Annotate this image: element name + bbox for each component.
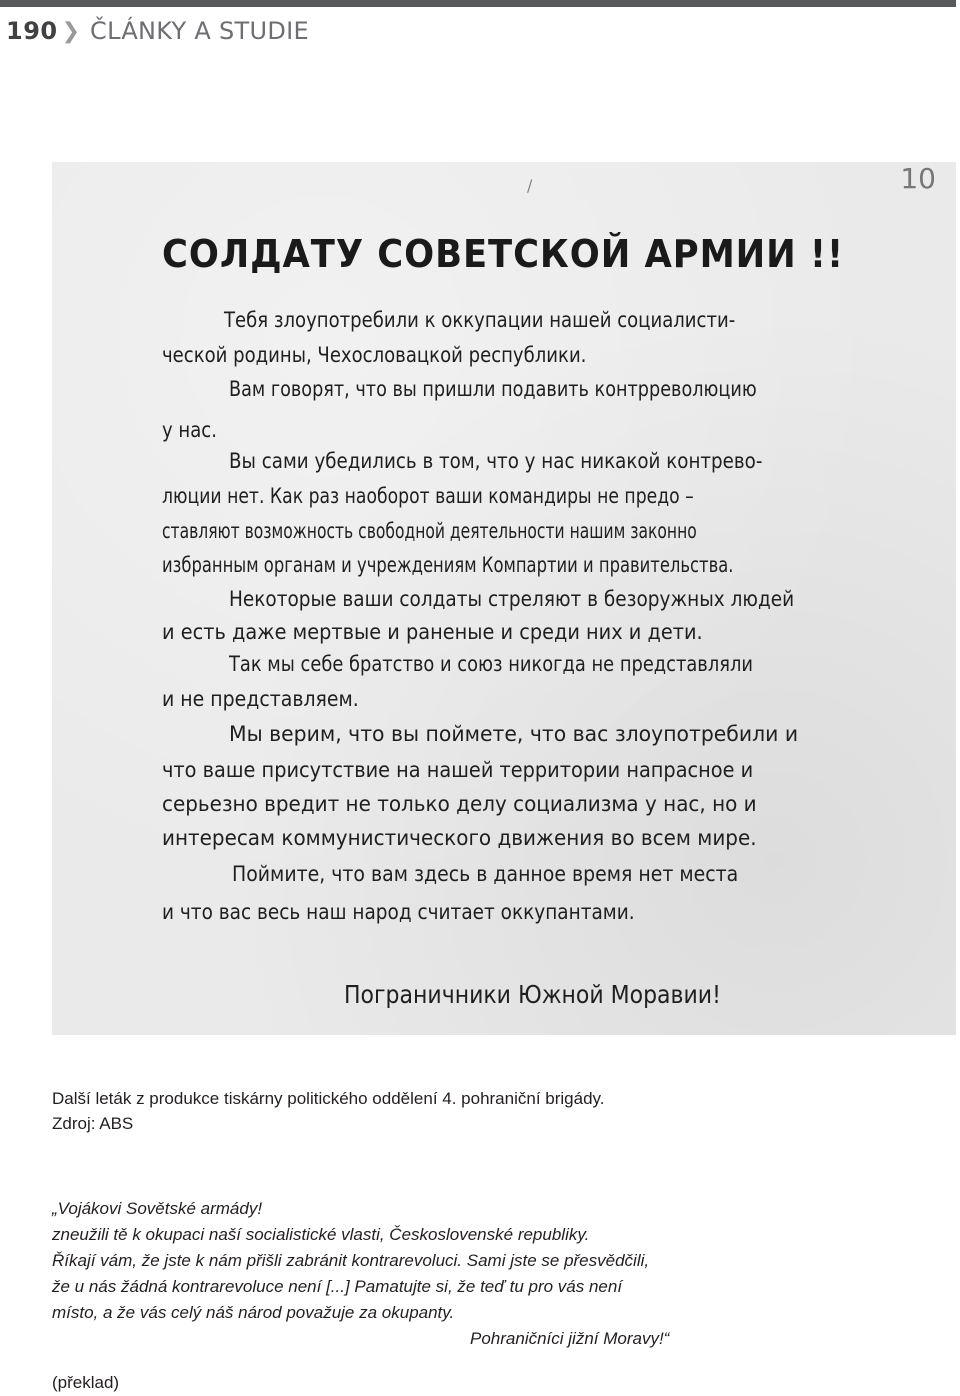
translation-line: že u nás žádná kontrarevoluce není [...] Pamatujte si, že teď tu pro vás není: [52, 1277, 623, 1296]
leaflet-title: СОЛДАТУ СОВЕТСКОЙ АРМИИ !!: [162, 232, 845, 276]
translation-line: „Vojákovi Sovětské armády!: [52, 1199, 263, 1218]
leaflet-top-mark: /: [527, 176, 533, 195]
translation-signature: Pohraničníci jižní Moravy!“: [470, 1329, 670, 1348]
translation-note: (překlad): [52, 1373, 120, 1392]
leaflet-line: Вам говорят, что вы пришли подавить контрреволюцию: [229, 377, 757, 401]
leaflet-line: Вы сами убедились в том, что у нас никакой контрево-: [229, 449, 763, 473]
leaflet-line: Тебя злоупотребили к оккупации нашей социалисти-: [224, 308, 736, 332]
translation-line: zneužili tě k okupaci naší socialistické vlasti, Československé republiky.: [52, 1225, 590, 1244]
leaflet-line: и есть даже мертвые и раненые и среди них и дети.: [162, 620, 703, 644]
leaflet-line: Мы верим, что вы поймете, что вас злоупотребили и: [229, 722, 799, 746]
chevron-right-icon: ❯: [61, 18, 81, 44]
leaflet-line: ческой родины, Чехословацкой республики.: [162, 343, 587, 367]
leaflet-line: у нас.: [162, 418, 217, 442]
page-header: [6, 16, 309, 46]
leaflet-line: Поймите, что вам здесь в данное время нет места: [232, 862, 739, 886]
translation-block: [52, 1196, 952, 1348]
leaflet-line: избранным органам и учреждениям Компартии и правительства.: [162, 553, 734, 577]
leaflet-line: люции нет. Как раз наоборот ваши командиры не предо –: [162, 484, 694, 508]
leaflet-line: что ваше присутствие на нашей территории напрасное и: [162, 758, 754, 782]
leaflet-corner-mark: 10: [900, 162, 936, 195]
leaflet-signature: Пограничники Южной Моравии!: [344, 980, 721, 1009]
leaflet-line: и что вас весь наш народ считает оккупантами.: [162, 900, 635, 924]
top-rule: [0, 0, 956, 7]
leaflet-scan: [52, 162, 956, 1035]
page-number: 190: [6, 17, 58, 45]
leaflet-line: ставляют возможность свободной деятельности нашим законно: [162, 519, 697, 543]
caption-source: Zdroj: ABS: [52, 1114, 134, 1133]
leaflet-line: Некоторые ваши солдаты стреляют в безоружных людей: [229, 587, 795, 611]
leaflet-line: серьезно вредит не только делу социализма у нас, но и: [162, 792, 757, 816]
figure-caption: [52, 1086, 605, 1136]
leaflet-line: интересам коммунистического движения во всем мире.: [162, 826, 757, 850]
section-title: ČLÁNKY A STUDIE: [90, 17, 309, 45]
leaflet-line: и не представляем.: [162, 687, 359, 711]
leaflet-line: Так мы себе братство и союз никогда не представляли: [229, 652, 753, 676]
translation-line: místo, a že vás celý náš národ považuje za okupanty.: [52, 1303, 455, 1322]
caption-line: Další leták z produkce tiskárny politického oddělení 4. pohraniční brigády.: [52, 1089, 605, 1108]
translation-line: Říkají vám, že jste k nám přišli zabránit kontrarevoluci. Sami jste se přesvědčili,: [52, 1251, 650, 1270]
